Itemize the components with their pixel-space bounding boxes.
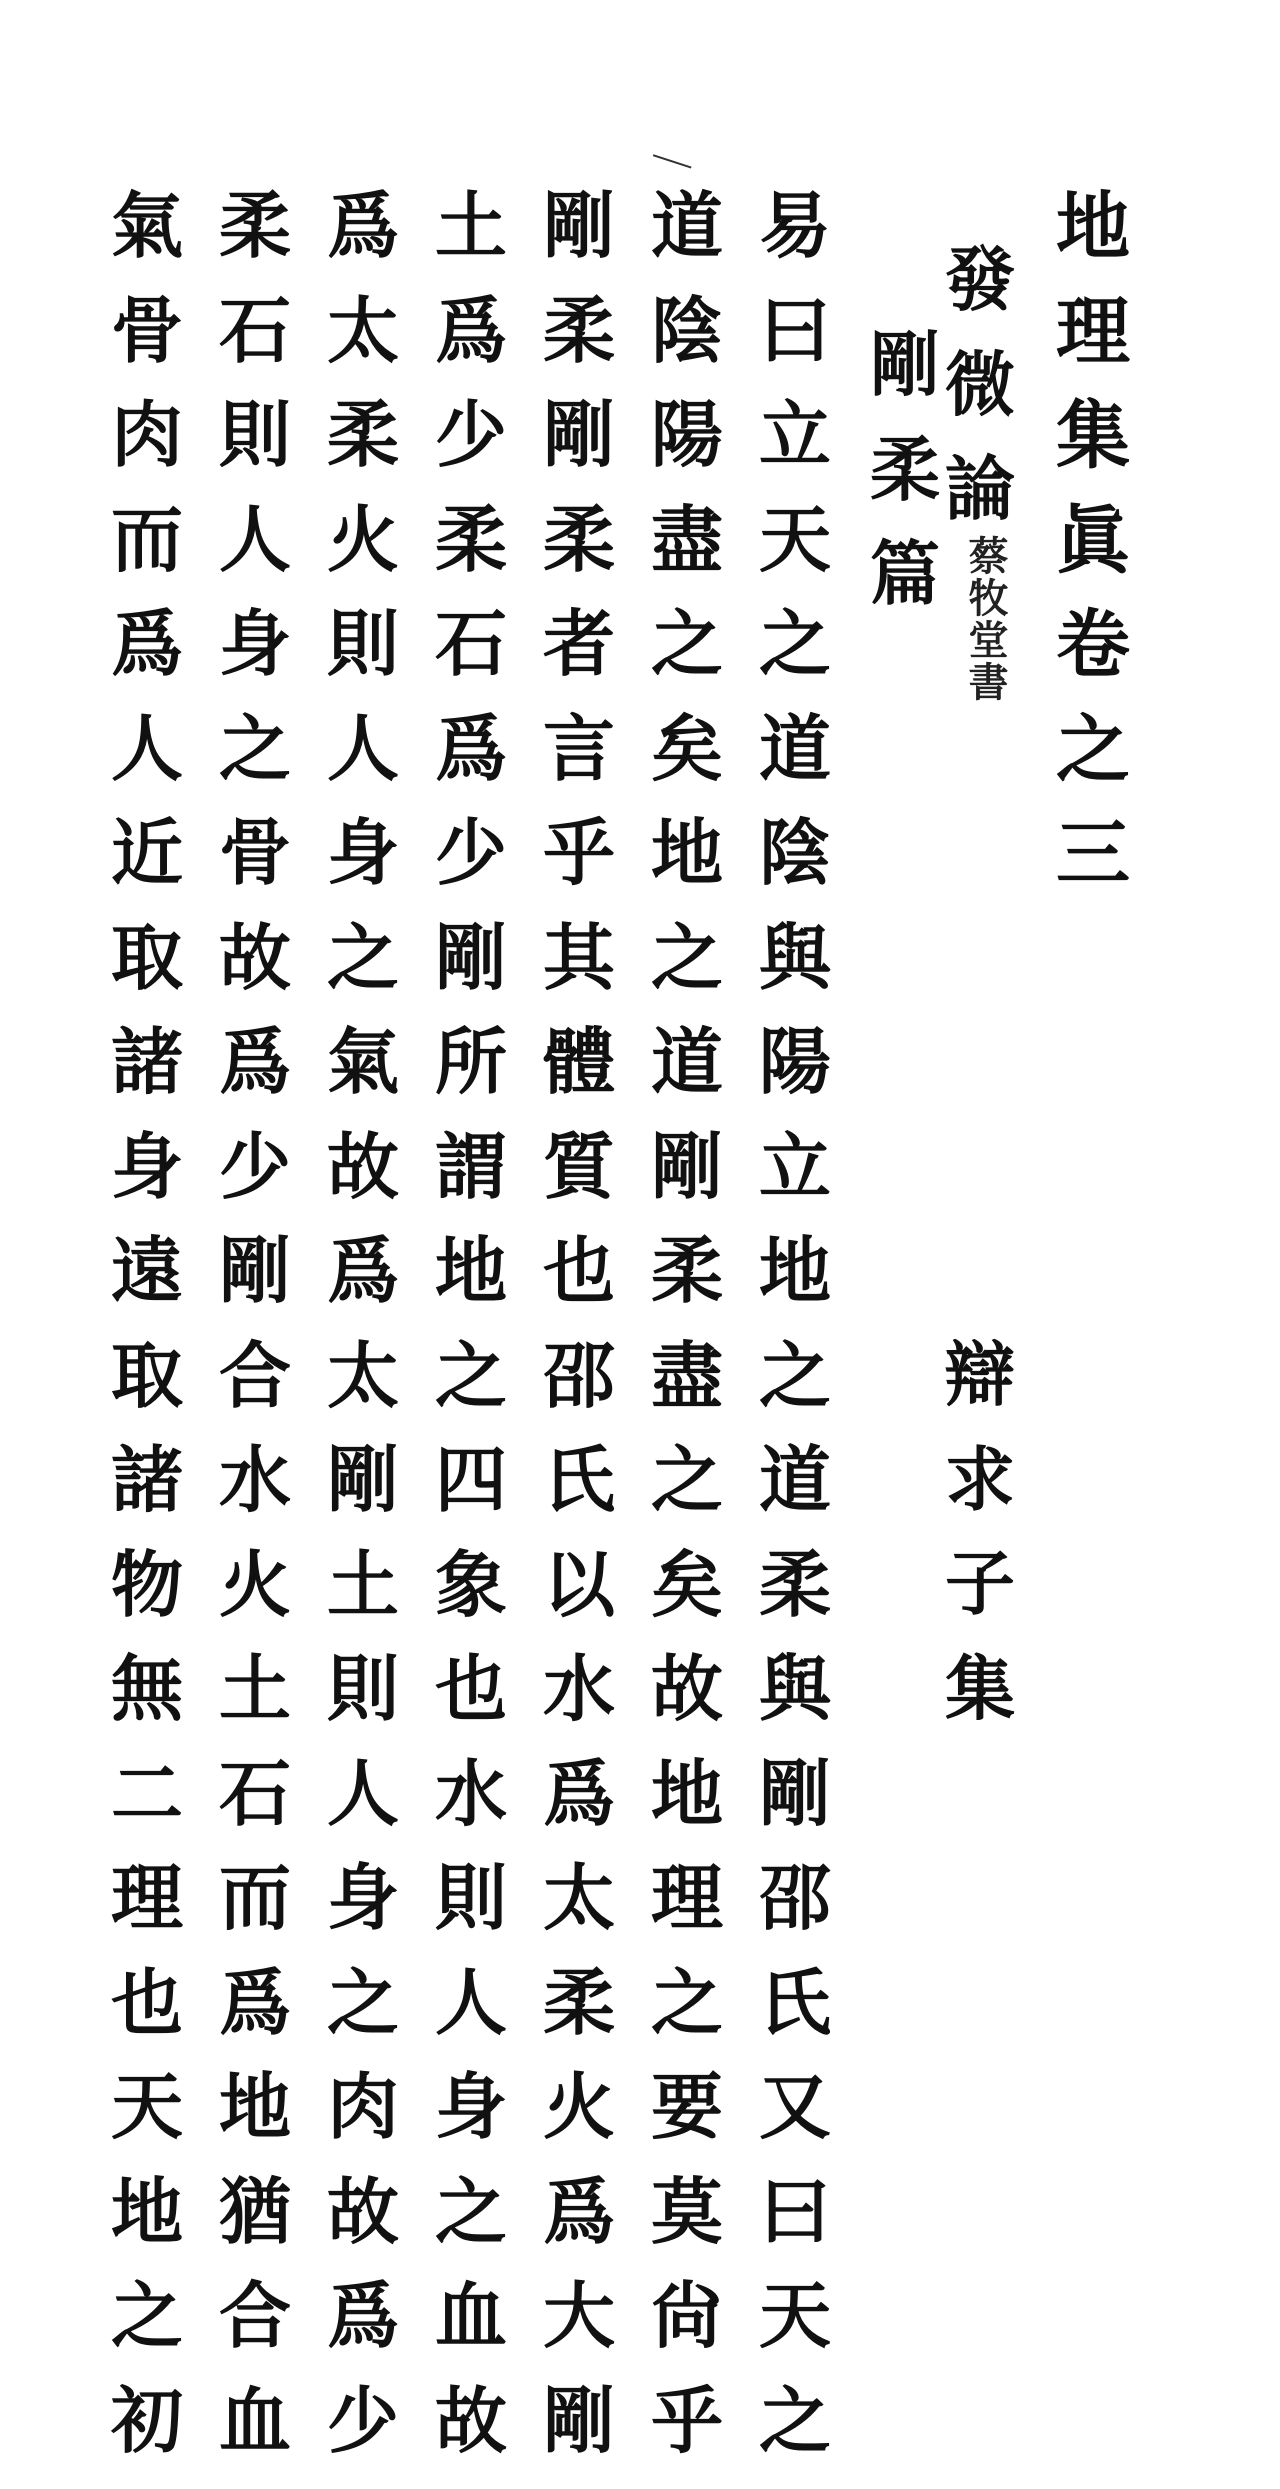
page-title (1038, 190, 1148, 922)
character: 太 (543, 1862, 615, 1967)
character: 土 (435, 190, 507, 295)
character: 尙 (651, 2280, 723, 2385)
character: 合 (219, 2280, 291, 2385)
character: 所 (435, 1026, 507, 1131)
character: 剛 (870, 330, 940, 435)
character: 要 (651, 2071, 723, 2176)
character: 柔 (219, 190, 291, 295)
character: 陽 (651, 399, 723, 504)
character: 謂 (435, 1131, 507, 1236)
character: 之 (111, 2280, 183, 2385)
character: 大 (543, 2280, 615, 2385)
author-credit (930, 1340, 1030, 1758)
character: 爲 (327, 190, 399, 295)
character: 之 (435, 1340, 507, 1445)
character: 之 (219, 713, 291, 818)
character: 陰 (651, 295, 723, 400)
character: 血 (435, 2280, 507, 2385)
character: 水 (543, 1653, 615, 1758)
character: 立 (759, 399, 831, 504)
character: 地 (651, 817, 723, 922)
character: 近 (111, 817, 183, 922)
character: 眞 (1056, 504, 1130, 609)
character: 乎 (651, 2385, 723, 2489)
character: 則 (435, 1862, 507, 1967)
character: 地 (111, 2176, 183, 2281)
character: 地 (435, 1235, 507, 1340)
character: 曰 (759, 2176, 831, 2281)
character: 易 (759, 190, 831, 295)
character: 以 (543, 1549, 615, 1654)
character: 之 (327, 1967, 399, 2072)
character: 陽 (759, 1026, 831, 1131)
character: 爲 (327, 1235, 399, 1340)
character: 取 (111, 922, 183, 1027)
character: 地 (219, 2071, 291, 2176)
character: 爲 (219, 1967, 291, 2072)
character: 柔 (543, 1967, 615, 2072)
character: 辯 (945, 1340, 1015, 1445)
character: 故 (327, 1131, 399, 1236)
character: 土 (327, 1549, 399, 1654)
character: 地 (1056, 190, 1130, 295)
character: 之 (1056, 713, 1130, 818)
section-note: 蔡牧堂書 (965, 535, 1005, 703)
character: 爲 (543, 2176, 615, 2281)
character: 理 (651, 1862, 723, 1967)
character: 太 (327, 295, 399, 400)
subsection-heading (855, 330, 955, 644)
character: 質 (543, 1131, 615, 1236)
character: 天 (759, 504, 831, 609)
character: 與 (759, 1653, 831, 1758)
character: 火 (219, 1549, 291, 1654)
character: 篇 (870, 539, 940, 644)
character: 爲 (111, 608, 183, 713)
character: 剛 (435, 922, 507, 1027)
character: 物 (111, 1549, 183, 1654)
character: 陰 (759, 817, 831, 922)
character: 發 (945, 245, 1015, 350)
character: 身 (327, 1862, 399, 1967)
ink-mark (649, 154, 692, 182)
character: 則 (327, 608, 399, 713)
text-column-6 (205, 190, 305, 2489)
character: 剛 (543, 399, 615, 504)
character: 火 (327, 504, 399, 609)
character: 人 (111, 713, 183, 818)
character: 理 (1056, 295, 1130, 400)
character: 也 (435, 1653, 507, 1758)
character: 剛 (651, 1131, 723, 1236)
character: 乎 (543, 817, 615, 922)
character: 與 (759, 922, 831, 1027)
character: 取 (111, 1340, 183, 1445)
character: 則 (219, 399, 291, 504)
character: 邵 (543, 1340, 615, 1445)
character: 之 (759, 608, 831, 713)
character: 柔 (543, 295, 615, 400)
character: 剛 (543, 2385, 615, 2489)
character: 地 (651, 1758, 723, 1863)
character: 爲 (435, 713, 507, 818)
character: 土 (219, 1653, 291, 1758)
character: 之 (759, 2385, 831, 2489)
character: 氣 (111, 190, 183, 295)
character: 人 (327, 713, 399, 818)
character: 剛 (327, 1444, 399, 1549)
character: 道 (759, 713, 831, 818)
character: 氣 (327, 1026, 399, 1131)
character: 論 (945, 454, 1015, 559)
character: 曰 (759, 295, 831, 400)
character: 道 (651, 1026, 723, 1131)
text-column-2 (637, 190, 737, 2489)
character: 地 (759, 1235, 831, 1340)
character: 石 (435, 608, 507, 713)
character: 者 (543, 608, 615, 713)
character: 無 (111, 1653, 183, 1758)
character: 肉 (111, 399, 183, 504)
character: 骨 (111, 295, 183, 400)
character: 爲 (219, 1026, 291, 1131)
character: 柔 (870, 435, 940, 540)
character: 集 (945, 1654, 1015, 1759)
character: 體 (543, 1026, 615, 1131)
character: 氏 (543, 1444, 615, 1549)
character: 天 (111, 2071, 183, 2176)
character: 水 (435, 1758, 507, 1863)
character: 少 (435, 817, 507, 922)
character: 立 (759, 1131, 831, 1236)
character: 人 (327, 1758, 399, 1863)
character: 柔 (651, 1235, 723, 1340)
text-column-5 (313, 190, 413, 2489)
character: 之 (651, 922, 723, 1027)
character: 少 (219, 1131, 291, 1236)
character: 微 (945, 350, 1015, 455)
character: 肉 (327, 2071, 399, 2176)
character: 諸 (111, 1444, 183, 1549)
character: 身 (435, 2071, 507, 2176)
character: 人 (219, 504, 291, 609)
character: 三 (1056, 817, 1130, 922)
character: 之 (651, 1444, 723, 1549)
character: 矣 (651, 1549, 723, 1654)
character: 其 (543, 922, 615, 1027)
character: 之 (435, 2176, 507, 2281)
character: 猶 (219, 2176, 291, 2281)
text-column-7 (97, 190, 197, 2489)
character: 柔 (543, 504, 615, 609)
character: 柔 (759, 1549, 831, 1654)
character: 象 (435, 1549, 507, 1654)
character: 遠 (111, 1235, 183, 1340)
character: 石 (219, 295, 291, 400)
character: 天 (759, 2280, 831, 2385)
character: 身 (327, 817, 399, 922)
character: 也 (111, 1967, 183, 2072)
character: 血 (219, 2385, 291, 2489)
character: 則 (327, 1653, 399, 1758)
character: 初 (111, 2385, 183, 2489)
character: 水 (219, 1444, 291, 1549)
character: 身 (219, 608, 291, 713)
character: 言 (543, 713, 615, 818)
character: 又 (759, 2071, 831, 2176)
character: 氏 (759, 1967, 831, 2072)
character: 剛 (219, 1235, 291, 1340)
character: 太 (327, 1340, 399, 1445)
text-column-3 (529, 190, 629, 2489)
character: 矣 (651, 713, 723, 818)
text-column-4 (421, 190, 521, 2489)
character: 故 (327, 2176, 399, 2281)
character: 卷 (1056, 608, 1130, 713)
character: 火 (543, 2071, 615, 2176)
character: 少 (327, 2385, 399, 2489)
character: 而 (111, 504, 183, 609)
character: 也 (543, 1235, 615, 1340)
character: 之 (651, 1967, 723, 2072)
character: 邵 (759, 1862, 831, 1967)
character: 道 (651, 190, 723, 295)
text-column-1 (745, 190, 845, 2489)
character: 剛 (759, 1758, 831, 1863)
character: 諸 (111, 1026, 183, 1131)
character: 少 (435, 399, 507, 504)
character: 柔 (435, 504, 507, 609)
character: 子 (945, 1549, 1015, 1654)
character: 盡 (651, 1340, 723, 1445)
character: 二 (111, 1758, 183, 1863)
character: 爲 (543, 1758, 615, 1863)
character: 求 (945, 1445, 1015, 1550)
character: 合 (219, 1340, 291, 1445)
character: 道 (759, 1444, 831, 1549)
character: 莫 (651, 2176, 723, 2281)
character: 而 (219, 1862, 291, 1967)
character: 故 (651, 1653, 723, 1758)
character: 之 (651, 608, 723, 713)
character: 故 (435, 2385, 507, 2489)
character: 剛 (543, 190, 615, 295)
character: 故 (219, 922, 291, 1027)
character: 集 (1056, 399, 1130, 504)
character: 盡 (651, 504, 723, 609)
character: 身 (111, 1131, 183, 1236)
character: 石 (219, 1758, 291, 1863)
character: 骨 (219, 817, 291, 922)
character: 理 (111, 1862, 183, 1967)
character: 之 (759, 1340, 831, 1445)
character: 爲 (327, 2280, 399, 2385)
character: 之 (327, 922, 399, 1027)
character: 爲 (435, 295, 507, 400)
character: 柔 (327, 399, 399, 504)
character: 人 (435, 1967, 507, 2072)
character: 四 (435, 1444, 507, 1549)
